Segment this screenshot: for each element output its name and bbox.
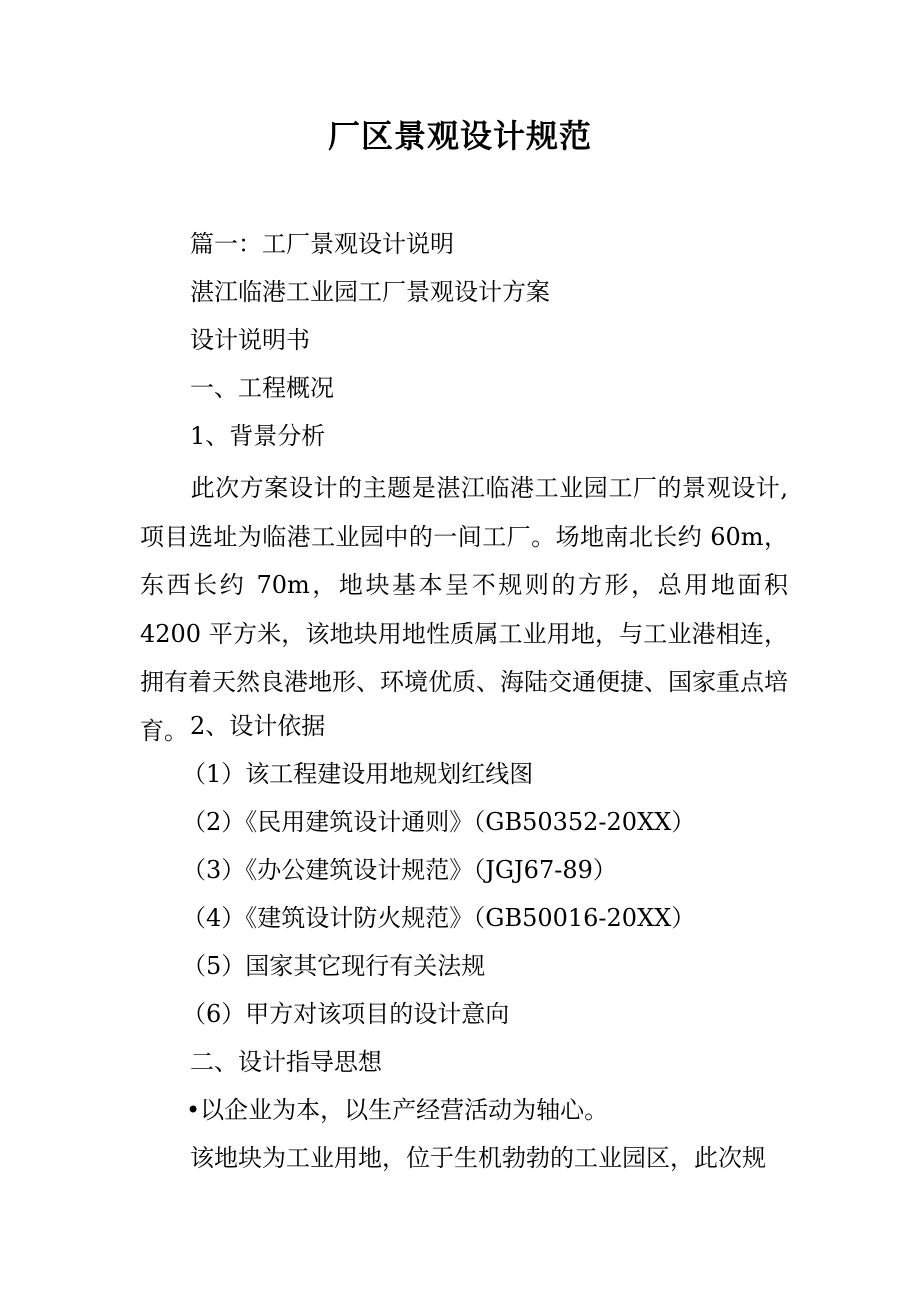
- section-heading-guiding: 二、设计指导思想: [190, 1048, 382, 1076]
- basis-item-6: （6）甲方对该项目的设计意向: [182, 1000, 510, 1028]
- section-line-1: 篇一：工厂景观设计说明: [190, 230, 454, 258]
- basis-item-1: （1）该工程建设用地规划红线图: [182, 760, 534, 788]
- subheading-basis: 2、设计依据: [190, 712, 326, 740]
- basis-item-3: （3）《办公建筑设计规范》（JGJ67-89）: [182, 856, 617, 884]
- background-paragraph-text: 此次方案设计的主题是湛江临港工业园工厂的景观设计,项目选址为临港工业园中的一间工厂。场地南北长约 60m，东西长约 70m，地块基本呈不规则的方形，总用地面积 4200 平方米，该地块用地性质属工业用地，与工业港相连，拥有着天然良港地形、环境优质、海陆交通便捷、国家重点培育。: [140, 474, 788, 745]
- basis-item-2: （2）《民用建筑设计通则》（GB50352-20XX）: [182, 808, 696, 836]
- subheading-background: 1、背景分析: [190, 422, 326, 450]
- section-line-3: 设计说明书: [190, 326, 310, 354]
- section-heading-overview: 一、工程概况: [190, 374, 334, 402]
- basis-item-4: （4）《建筑设计防火规范》（GB50016-20XX）: [182, 904, 696, 932]
- document-title: 厂区景观设计规范: [327, 117, 592, 155]
- final-line: 该地块为工业用地，位于生机勃勃的工业园区，此次规: [190, 1144, 766, 1172]
- basis-item-5: （5）国家其它现行有关法规: [182, 952, 486, 980]
- bullet-line: •以企业为本，以生产经营活动为轴心。: [186, 1096, 609, 1124]
- section-line-2: 湛江临港工业园工厂景观设计方案: [190, 278, 550, 306]
